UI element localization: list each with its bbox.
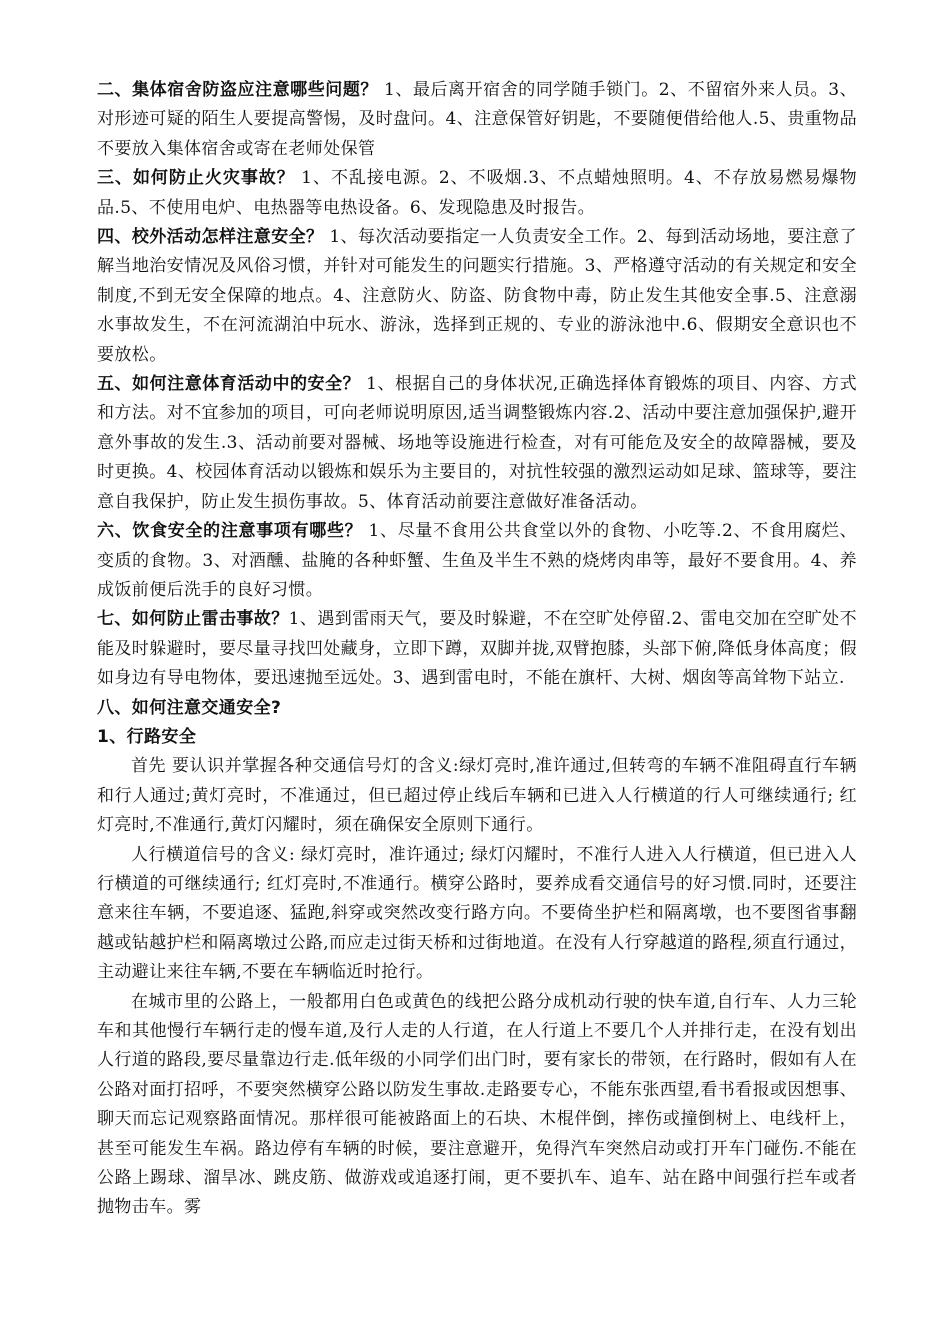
document-page bbox=[97, 76, 857, 1223]
paragraph-city-roads: 在城市里的公路上，一般都用白色或黄色的线把公路分成机动行驶的快车道,自行车、人力三轮车和其他慢行车辆行走的慢车道,及行人走的人行道，在人行道上不要几个人并排行走，在没有划出人行道的路段,要尽量靠边行走.低年级的小同学们出门时，要有家长的带领，在行路时，假如有人在公路对面打招呼，不要突然横穿公路以防发生事故.走路要专心，不能东张西望,看书看报或因想事、聊天而忘记观察路面情况。那样很可能被路面上的石块、木棍伴倒，摔伤或撞倒树上、电线杆上，甚至可能发生车祸。路边停有车辆的时候，要注意避开，免得汽车突然启动或打开车门碰伤.不能在公路上踢球、溜旱冰、跳皮筋、做游戏或追逐打闹，更不要扒车、追车、站在路中间强行拦车或者抛物击车。雾 bbox=[97, 991, 857, 1218]
section-sports bbox=[97, 370, 857, 517]
paragraph-traffic-lights: 首先 要认识并掌握各种交通信号灯的含义:绿灯亮时,准许通过,但转弯的车辆不准阻碍直行车辆和行人通过;黄灯亮时，不准通过，但已超过停止线后车辆和已进入人行横道的行人可继续通行; 红灯亮时,不准通行,黄灯闪耀时，须在确保安全原则下通行。 bbox=[97, 756, 857, 836]
question-heading: 七、如何防止雷击事故？ bbox=[97, 609, 289, 630]
answer-text: 1、每次活动要指定一人负责安全工作。2、每到活动场地，要注意了解当地治安情况及风俗习惯，并针对可能发生的问题实行措施。3、严格遵守活动的有关规定和安全制度,不到无安全保障的地点。4、注意防火、防盗、防食物中毒，防止发生其他安全事.5、注意溺水事故发生，不在河流湖泊中玩水、游泳，选择到正规的、专业的游泳池中.6、假期安全意识也不要放松。 bbox=[97, 227, 857, 365]
question-heading: 五、如何注意体育活动中的安全？ bbox=[97, 374, 361, 395]
answer-text: 1、遇到雷雨天气，要及时躲避，不在空旷处停留.2、雷电交加在空旷处不能及时躲避时，要尽量寻找凹处藏身，立即下蹲，双脚并拢,双臂抱膝，头部下俯,降低身体高度；假如身边有导电物体，要迅速抛至远处。3、遇到雷电时，不能在旗杆、大树、烟囱等高耸物下站立. bbox=[97, 609, 857, 689]
section-outdoor bbox=[97, 223, 857, 370]
section-fire bbox=[97, 164, 857, 223]
question-heading: 六、饮食安全的注意事项有哪些？ bbox=[97, 521, 363, 542]
section-dorm-theft bbox=[97, 76, 857, 164]
section-food bbox=[97, 517, 857, 605]
question-heading: 四、校外活动怎样注意安全？ bbox=[97, 227, 324, 248]
paragraph-crosswalk: 人行横道信号的含义: 绿灯亮时，准许通过; 绿灯闪耀时，不准行人进入人行横道，但已进入人行横道的可继续通行; 红灯亮时,不准通行。横穿公路时，要养成看交通信号的好习惯.同时，还要注意来往车辆，不要追逐、猛跑,斜穿或突然改变行路方向。不要倚坐护栏和隔离墩，也不要图省事翻越或钻越护栏和隔离墩过公路,而应走过街天桥和过街地道。在没有人行穿越道的路程,须直行通过，主动避让来往车辆,不要在车辆临近时抢行。 bbox=[97, 844, 857, 983]
traffic-heading: 八、如何注意交通安全? bbox=[97, 697, 282, 718]
answer-text: 1、最后离开宿舍的同学随手锁门。2、不留宿外来人员。3、对形迹可疑的陌生人要提高警惕，及时盘问。4、注意保管好钥匙，不要随便借给他人.5、贵重物品不要放入集体宿舍或寄在老师处保管 bbox=[97, 80, 857, 159]
question-heading: 二、集体宿舍防盗应注意哪些问题？ bbox=[97, 80, 378, 100]
section-lightning bbox=[97, 605, 857, 693]
question-heading: 三、如何防止火灾事故？ bbox=[97, 168, 295, 189]
walking-subheading: 1、行路安全 bbox=[97, 726, 197, 747]
answer-text: 1、根据自己的身体状况,正确选择体育锻炼的项目、内容、方式和方法。对不宜参加的项目，可向老师说明原因,适当调整锻炼内容.2、活动中要注意加强保护,避开意外事故的发生.3、活动前要对器械、场地等设施进行检查，对有可能危及安全的故障器械，要及时更换。4、校园体育活动以锻炼和娱乐为主要目的，对抗性较强的激烈运动如足球、篮球等，要注意自我保护，防止发生损伤事故。5、体育活动前要注意做好准备活动。 bbox=[97, 374, 857, 512]
answer-text: 1、尽量不食用公共食堂以外的食物、小吃等.2、不食用腐烂、变质的食物。3、对酒醺、盐腌的各种虾蟹、生鱼及半生不熟的烧烤肉串等，最好不要食用。4、养成饭前便后洗手的良好习惯。 bbox=[97, 521, 858, 600]
answer-text: 1、不乱接电源。2、不吸烟.3、不点蜡烛照明。4、不存放易燃易爆物品.5、不使用电炉、电热器等电热设备。6、发现隐患及时报告。 bbox=[97, 168, 857, 218]
